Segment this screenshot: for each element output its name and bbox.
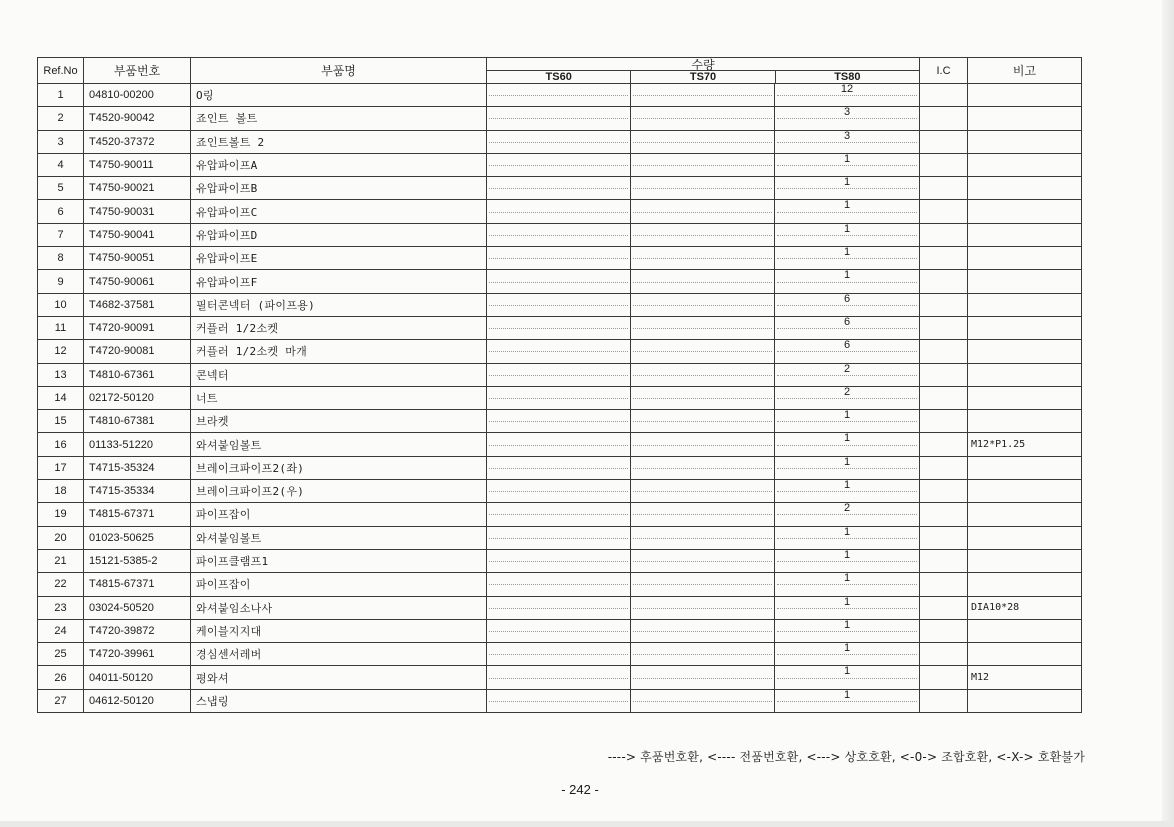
qty-ts80-cell — [775, 643, 920, 666]
qty-ts80-cell — [775, 386, 920, 409]
table-row — [38, 410, 1082, 433]
part-number-cell: 04612-50120 — [84, 689, 191, 712]
note-cell — [968, 643, 1082, 666]
part-number-cell: T4720-90081 — [84, 340, 191, 363]
note-cell — [968, 247, 1082, 270]
part-number-cell: 04011-50120 — [84, 666, 191, 689]
header-quantity — [487, 58, 920, 84]
note-cell — [968, 689, 1082, 712]
ic-cell — [920, 270, 968, 293]
qty-ts70-cell — [631, 526, 775, 549]
qty-ts60-cell — [487, 666, 631, 689]
part-number-cell: T4750-90021 — [84, 177, 191, 200]
part-number-cell: T4810-67361 — [84, 363, 191, 386]
part-number-cell: T4750-90041 — [84, 223, 191, 246]
qty-ts70-cell — [631, 340, 775, 363]
part-number-cell: T4750-90011 — [84, 153, 191, 176]
qty-ts80-cell — [775, 153, 920, 176]
page-number: - 242 - — [561, 782, 599, 797]
qty-ts70-cell — [631, 433, 775, 456]
qty-ts80-value: 6 — [843, 339, 851, 352]
note-cell — [968, 363, 1082, 386]
table-row — [38, 223, 1082, 246]
qty-ts60-cell — [487, 107, 631, 130]
qty-ts80-cell — [775, 363, 920, 386]
qty-ts80-cell — [775, 293, 920, 316]
ic-cell — [920, 433, 968, 456]
qty-ts70-cell — [631, 689, 775, 712]
qty-ts60-cell — [487, 503, 631, 526]
part-number-cell: T4715-35324 — [84, 456, 191, 479]
qty-ts70-cell — [631, 84, 775, 107]
qty-ts80-value: 1 — [843, 176, 851, 189]
ref-no-cell: 5 — [38, 177, 84, 200]
qty-ts70-cell — [631, 270, 775, 293]
qty-ts80-cell — [775, 666, 920, 689]
table-row — [38, 340, 1082, 363]
table-row — [38, 689, 1082, 712]
qty-ts80-value: 1 — [843, 642, 851, 655]
part-name-cell: 유압파이프C — [191, 200, 487, 223]
note-cell — [968, 549, 1082, 572]
qty-ts80-cell — [775, 480, 920, 503]
qty-ts80-cell — [775, 84, 920, 107]
note-cell — [968, 619, 1082, 642]
header-note: 비고 — [968, 58, 1082, 84]
qty-ts60-cell — [487, 316, 631, 339]
part-number-cell: T4720-39961 — [84, 643, 191, 666]
part-number-cell: T4520-37372 — [84, 130, 191, 153]
qty-ts60-cell — [487, 480, 631, 503]
part-name-cell: 브레이크파이프2(좌) — [191, 456, 487, 479]
note-cell — [968, 130, 1082, 153]
qty-ts80-cell — [775, 526, 920, 549]
ref-no-cell: 25 — [38, 643, 84, 666]
qty-ts60-cell — [487, 200, 631, 223]
qty-ts80-value: 1 — [843, 432, 851, 445]
qty-ts80-value: 6 — [843, 316, 851, 328]
part-name-cell: 필터콘넥터 (파이프용) — [191, 293, 487, 316]
qty-ts60-cell — [487, 293, 631, 316]
part-number-cell: 02172-50120 — [84, 386, 191, 409]
qty-ts70-cell — [631, 573, 775, 596]
qty-ts70-cell — [631, 643, 775, 666]
table-row — [38, 316, 1082, 339]
ref-no-cell: 14 — [38, 386, 84, 409]
qty-ts80-value: 1 — [843, 619, 851, 631]
part-name-cell: 파이프잡이 — [191, 503, 487, 526]
ic-cell — [920, 84, 968, 107]
note-cell — [968, 480, 1082, 503]
qty-ts70-cell — [631, 480, 775, 503]
qty-ts60-cell — [487, 573, 631, 596]
table-row — [38, 503, 1082, 526]
part-name-cell: 브레이크파이프2(우) — [191, 480, 487, 503]
ic-cell — [920, 596, 968, 619]
qty-ts60-cell — [487, 84, 631, 107]
ic-cell — [920, 689, 968, 712]
qty-ts60-cell — [487, 270, 631, 293]
ref-no-cell: 15 — [38, 410, 84, 433]
qty-ts60-cell — [487, 130, 631, 153]
ref-no-cell: 27 — [38, 689, 84, 712]
qty-ts80-value: 1 — [843, 223, 851, 235]
table-row — [38, 666, 1082, 689]
table-row — [38, 643, 1082, 666]
qty-ts80-cell — [775, 340, 920, 363]
qty-ts60-cell — [487, 223, 631, 246]
ref-no-cell: 22 — [38, 573, 84, 596]
ref-no-cell: 17 — [38, 456, 84, 479]
ref-no-cell: 2 — [38, 107, 84, 130]
ic-cell — [920, 130, 968, 153]
table-row — [38, 84, 1082, 107]
part-name-cell: 스냅링 — [191, 689, 487, 712]
qty-ts60-cell — [487, 689, 631, 712]
part-name-cell: 와셔붙임소나사 — [191, 596, 487, 619]
qty-ts70-cell — [631, 503, 775, 526]
note-cell — [968, 386, 1082, 409]
part-number-cell: T4682-37581 — [84, 293, 191, 316]
qty-ts80-cell — [775, 410, 920, 433]
qty-ts80-cell — [775, 107, 920, 130]
part-name-cell: 콘넥터 — [191, 363, 487, 386]
part-name-cell: 유압파이프F — [191, 270, 487, 293]
qty-ts60-cell — [487, 433, 631, 456]
qty-ts60-cell — [487, 619, 631, 642]
part-number-cell: 03024-50520 — [84, 596, 191, 619]
part-number-cell: T4720-90091 — [84, 316, 191, 339]
note-cell — [968, 573, 1082, 596]
ic-cell — [920, 666, 968, 689]
table-row — [38, 177, 1082, 200]
qty-ts80-cell — [775, 503, 920, 526]
part-number-cell: T4815-67371 — [84, 573, 191, 596]
qty-ts70-cell — [631, 223, 775, 246]
part-name-cell: 커플러 1/2소켓 마개 — [191, 340, 487, 363]
header-ic: I.C — [920, 58, 968, 84]
qty-ts80-value: 1 — [843, 665, 851, 678]
qty-ts80-cell — [775, 200, 920, 223]
table-row — [38, 573, 1082, 596]
qty-ts80-value: 2 — [843, 363, 851, 375]
table-row — [38, 619, 1082, 642]
qty-ts60-cell — [487, 456, 631, 479]
qty-ts80-value: 3 — [843, 106, 851, 119]
ic-cell — [920, 456, 968, 479]
part-name-cell: 케이블지지대 — [191, 619, 487, 642]
qty-ts80-value: 1 — [843, 199, 851, 212]
note-cell: M12*P1.25 — [968, 433, 1082, 456]
ic-cell — [920, 153, 968, 176]
ic-cell — [920, 363, 968, 386]
part-number-cell: T4810-67381 — [84, 410, 191, 433]
qty-ts80-cell — [775, 596, 920, 619]
qty-ts60-cell — [487, 363, 631, 386]
ref-no-cell: 9 — [38, 270, 84, 293]
qty-ts80-cell — [775, 177, 920, 200]
table-row — [38, 363, 1082, 386]
ic-cell — [920, 410, 968, 433]
ref-no-cell: 1 — [38, 84, 84, 107]
qty-ts80-value: 1 — [843, 526, 851, 538]
header-ref-no: Ref.No — [38, 58, 84, 84]
part-number-cell: T4520-90042 — [84, 107, 191, 130]
part-name-cell: 파이프클램프1 — [191, 549, 487, 572]
qty-ts70-cell — [631, 247, 775, 270]
table-row — [38, 247, 1082, 270]
note-cell — [968, 340, 1082, 363]
header-model-ts60: TS60 — [545, 71, 572, 83]
part-name-cell: 유압파이프A — [191, 153, 487, 176]
ic-cell — [920, 200, 968, 223]
part-name-cell: 죠인트 볼트 — [191, 107, 487, 130]
qty-ts80-value: 1 — [843, 596, 851, 608]
part-number-cell: T4750-90051 — [84, 247, 191, 270]
ref-no-cell: 18 — [38, 480, 84, 503]
part-number-cell: T4715-35334 — [84, 480, 191, 503]
note-cell — [968, 293, 1082, 316]
qty-ts70-cell — [631, 200, 775, 223]
qty-ts70-cell — [631, 410, 775, 433]
header-model-ts70: TS70 — [630, 71, 774, 83]
ic-cell — [920, 247, 968, 270]
qty-ts70-cell — [631, 107, 775, 130]
qty-ts80-cell — [775, 316, 920, 339]
note-cell — [968, 153, 1082, 176]
qty-ts80-cell — [775, 130, 920, 153]
ic-cell — [920, 619, 968, 642]
qty-ts80-cell — [775, 619, 920, 642]
qty-ts60-cell — [487, 386, 631, 409]
part-number-cell: 01133-51220 — [84, 433, 191, 456]
header-quantity-label: 수량 — [691, 58, 715, 72]
table-row — [38, 480, 1082, 503]
ref-no-cell: 19 — [38, 503, 84, 526]
header-part-number: 부품번호 — [84, 58, 191, 84]
qty-ts80-value: 2 — [843, 502, 851, 515]
ref-no-cell: 7 — [38, 223, 84, 246]
ref-no-cell: 23 — [38, 596, 84, 619]
qty-ts70-cell — [631, 386, 775, 409]
ic-cell — [920, 526, 968, 549]
ref-no-cell: 13 — [38, 363, 84, 386]
ref-no-cell: 12 — [38, 340, 84, 363]
qty-ts80-cell — [775, 689, 920, 712]
ref-no-cell: 21 — [38, 549, 84, 572]
ref-no-cell: 11 — [38, 316, 84, 339]
ic-cell — [920, 386, 968, 409]
part-number-cell: 15121-5385-2 — [84, 549, 191, 572]
qty-ts80-value: 1 — [843, 153, 851, 165]
qty-ts80-value: 1 — [843, 549, 851, 561]
part-name-cell: 커플러 1/2소켓 — [191, 316, 487, 339]
table-row — [38, 596, 1082, 619]
part-number-cell: 04810-00200 — [84, 84, 191, 107]
qty-ts80-value: 1 — [843, 479, 851, 492]
qty-ts60-cell — [487, 153, 631, 176]
ic-cell — [920, 177, 968, 200]
qty-ts70-cell — [631, 363, 775, 386]
table-row — [38, 107, 1082, 130]
qty-ts80-value: 3 — [843, 130, 851, 142]
qty-ts60-cell — [487, 340, 631, 363]
note-cell — [968, 177, 1082, 200]
qty-ts70-cell — [631, 316, 775, 339]
page-edge-bottom — [0, 821, 1174, 827]
header-model-ts80: TS80 — [775, 71, 919, 83]
qty-ts80-value: 1 — [843, 246, 851, 259]
ref-no-cell: 10 — [38, 293, 84, 316]
qty-ts70-cell — [631, 666, 775, 689]
header-part-name: 부품명 — [191, 58, 487, 84]
note-cell — [968, 410, 1082, 433]
ref-no-cell: 26 — [38, 666, 84, 689]
note-cell — [968, 526, 1082, 549]
ic-cell — [920, 340, 968, 363]
note-cell — [968, 456, 1082, 479]
qty-ts80-value: 2 — [843, 386, 851, 398]
note-cell: M12 — [968, 666, 1082, 689]
qty-ts70-cell — [631, 596, 775, 619]
parts-table — [37, 57, 1082, 713]
qty-ts70-cell — [631, 619, 775, 642]
note-cell — [968, 200, 1082, 223]
qty-ts80-value: 1 — [843, 456, 851, 468]
part-name-cell: 죠인트볼트 2 — [191, 130, 487, 153]
table-row — [38, 386, 1082, 409]
qty-ts80-cell — [775, 247, 920, 270]
table-row — [38, 526, 1082, 549]
qty-ts60-cell — [487, 549, 631, 572]
qty-ts80-value: 6 — [843, 293, 851, 305]
note-cell — [968, 84, 1082, 107]
part-name-cell: 경심센서레버 — [191, 643, 487, 666]
qty-ts60-cell — [487, 410, 631, 433]
ref-no-cell: 3 — [38, 130, 84, 153]
ref-no-cell: 16 — [38, 433, 84, 456]
qty-ts80-cell — [775, 573, 920, 596]
qty-ts80-value: 1 — [843, 269, 851, 282]
ref-no-cell: 20 — [38, 526, 84, 549]
qty-ts80-cell — [775, 456, 920, 479]
qty-ts60-cell — [487, 247, 631, 270]
table-row — [38, 293, 1082, 316]
part-name-cell: 유압파이프D — [191, 223, 487, 246]
table-row — [38, 270, 1082, 293]
ic-cell — [920, 293, 968, 316]
qty-ts60-cell — [487, 596, 631, 619]
ic-cell — [920, 549, 968, 572]
table-row — [38, 456, 1082, 479]
qty-ts60-cell — [487, 643, 631, 666]
ref-no-cell: 24 — [38, 619, 84, 642]
qty-ts80-value: 1 — [843, 689, 851, 701]
part-name-cell: 유압파이프B — [191, 177, 487, 200]
table-row — [38, 200, 1082, 223]
qty-ts80-cell — [775, 270, 920, 293]
part-name-cell: 너트 — [191, 386, 487, 409]
note-cell — [968, 270, 1082, 293]
ic-cell — [920, 316, 968, 339]
part-number-cell: T4750-90031 — [84, 200, 191, 223]
ref-no-cell: 6 — [38, 200, 84, 223]
table-row — [38, 549, 1082, 572]
qty-ts80-cell — [775, 433, 920, 456]
ic-cell — [920, 503, 968, 526]
part-name-cell: 유압파이프E — [191, 247, 487, 270]
ic-cell — [920, 573, 968, 596]
ic-cell — [920, 107, 968, 130]
part-number-cell: T4815-67371 — [84, 503, 191, 526]
page-edge-right — [1162, 0, 1174, 827]
table-header-row — [38, 58, 1082, 84]
table-row — [38, 130, 1082, 153]
qty-ts70-cell — [631, 549, 775, 572]
part-number-cell: T4720-39872 — [84, 619, 191, 642]
qty-ts80-value: 1 — [843, 409, 851, 422]
note-cell — [968, 503, 1082, 526]
qty-ts70-cell — [631, 177, 775, 200]
ic-cell — [920, 223, 968, 246]
note-cell: DIA10*28 — [968, 596, 1082, 619]
part-name-cell: 파이프잡이 — [191, 573, 487, 596]
ref-no-cell: 8 — [38, 247, 84, 270]
qty-ts80-value: 12 — [840, 83, 854, 95]
ic-cell — [920, 643, 968, 666]
part-name-cell: O링 — [191, 84, 487, 107]
qty-ts60-cell — [487, 177, 631, 200]
table-row — [38, 433, 1082, 456]
table-row — [38, 153, 1082, 176]
qty-ts60-cell — [487, 526, 631, 549]
qty-ts70-cell — [631, 130, 775, 153]
ic-cell — [920, 480, 968, 503]
part-number-cell: 01023-50625 — [84, 526, 191, 549]
part-name-cell: 평와셔 — [191, 666, 487, 689]
qty-ts70-cell — [631, 293, 775, 316]
part-name-cell: 와셔붙임볼트 — [191, 433, 487, 456]
part-name-cell: 브라켓 — [191, 410, 487, 433]
ref-no-cell: 4 — [38, 153, 84, 176]
header-model-row — [487, 70, 919, 83]
qty-ts80-cell — [775, 549, 920, 572]
part-name-cell: 와셔붙임볼트 — [191, 526, 487, 549]
part-number-cell: T4750-90061 — [84, 270, 191, 293]
note-cell — [968, 107, 1082, 130]
qty-ts70-cell — [631, 153, 775, 176]
note-cell — [968, 316, 1082, 339]
qty-ts80-value: 1 — [843, 572, 851, 585]
qty-ts80-cell — [775, 223, 920, 246]
note-cell — [968, 223, 1082, 246]
qty-ts70-cell — [631, 456, 775, 479]
interchange-legend: ----> 후품번호환, <---- 전품번호환, <---> 상호호환, <-0-> 조합호환, <-X-> 호환불가 — [607, 750, 1085, 764]
